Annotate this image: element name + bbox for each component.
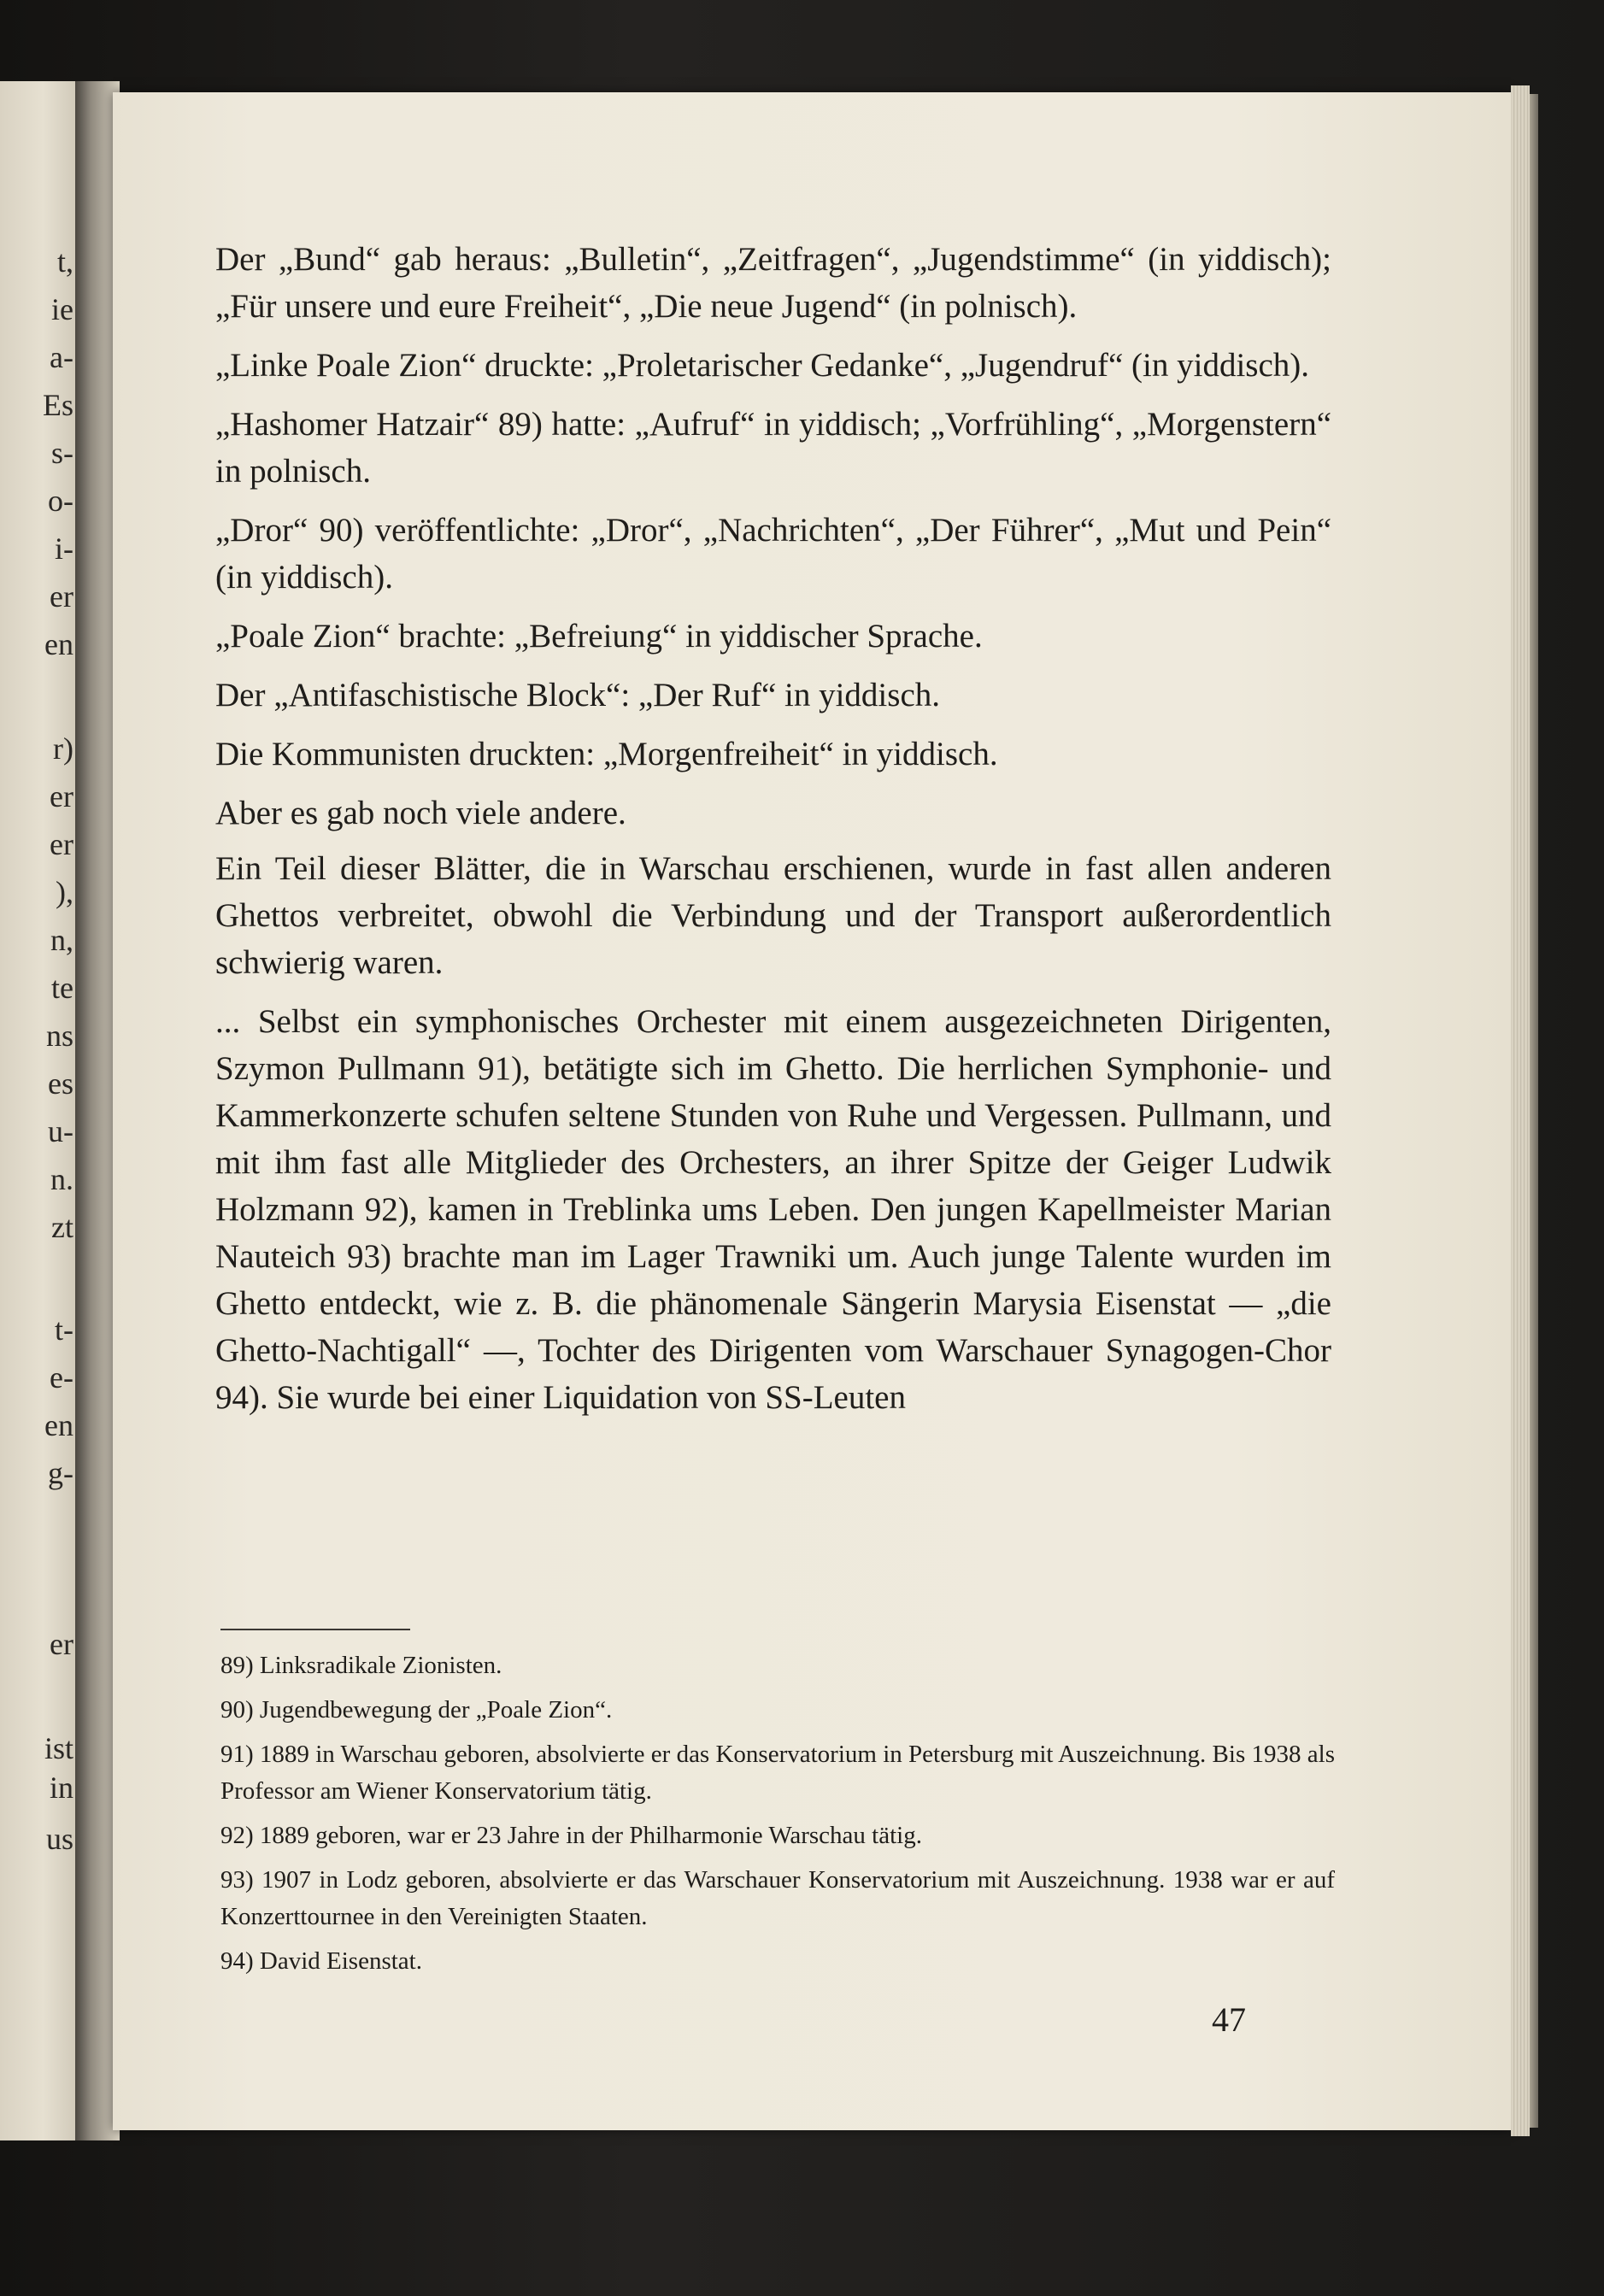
left-page-fragment: er — [50, 579, 73, 614]
page-number: 47 — [1212, 2000, 1246, 2039]
left-page-fragment: e- — [50, 1360, 73, 1395]
previous-page-strip — [0, 81, 79, 2140]
left-page-fragment: a- — [50, 340, 73, 374]
left-page-fragment: u- — [48, 1114, 73, 1148]
footnotes — [220, 1647, 1335, 1988]
footnote: 92) 1889 geboren, war er 23 Jahre in der Philharmonie Warschau tätig. — [220, 1822, 922, 1849]
page-edge-shadow — [1530, 94, 1538, 2128]
left-page-fragment: te — [51, 971, 73, 1005]
left-page-fragment: ist — [44, 1731, 73, 1765]
left-page-fragment: ns — [45, 1019, 73, 1053]
main-text — [215, 236, 1331, 1433]
left-page-fragment: n. — [50, 1162, 73, 1196]
left-page-fragment: o- — [48, 484, 73, 518]
footnote: 89) Linksradikale Zionisten. — [220, 1652, 502, 1679]
left-page-fragment: es — [48, 1066, 73, 1101]
footnote: 94) David Eisenstat. — [220, 1947, 422, 1975]
paragraph: Ein Teil dieser Blätter, die in Warschau erschienen, wurde in fast allen anderen Ghettos verbreitet, obwohl die Verbindung und der Transport außerordentlich schwierig waren. — [215, 850, 1331, 981]
left-page-fragment: n, — [50, 923, 73, 957]
left-page-fragment: ie — [51, 292, 73, 326]
page-edge — [1511, 85, 1530, 2136]
left-page-fragment: en — [44, 1408, 73, 1442]
footnote: 93) 1907 in Lodz geboren, absolvierte er das Warschauer Konservatorium mit Auszeichnung. 1938 war er auf Konzerttournee in den Vereinigten Staaten. — [220, 1866, 1335, 1930]
left-page-fragment: g- — [48, 1456, 73, 1490]
paragraph: „Dror“ 90) veröffentlichte: „Dror“, „Nachrichten“, „Der Führer“, „Mut und Pein“ (in yiddisch). — [215, 512, 1331, 596]
left-page-fragment: in — [49, 1770, 73, 1805]
footnote: 91) 1889 in Warschau geboren, absolvierte er das Konservatorium in Petersburg mit Auszeichnung. Bis 1938 als Professor am Wiener Konservatorium tätig. — [220, 1741, 1335, 1805]
paragraph: ... Selbst ein symphonisches Orchester mit einem ausgezeichneten Dirigenten, Szymon Pullmann 91), betätigte sich im Ghetto. Die herrlichen Symphonie- und Kammerkonzerte schufen seltene Stunden von Ruhe und Vergessen. Pullmann, und mit ihm fast alle Mitglieder des Orchesters, an ihrer Spitze der Geiger Ludwik Holzmann 92), kamen in Treblinka ums Leben. Den jungen Kapellmeister Marian Nauteich 93) brachte man im Lager Trawniki um. Auch junge Talente wurden im Ghetto entdeckt, wie z. B. die phänomenale Sängerin Marysia Eisenstat — „die Ghetto-Nachtigall“ —, Tochter des Dirigenten vom Warschauer Synagogen-Chor 94). Sie wurde bei einer Liquidation von SS-Leuten — [215, 1003, 1331, 1416]
left-page-fragment: s- — [51, 436, 73, 470]
paragraph: Aber es gab noch viele andere. — [215, 795, 626, 831]
paragraph: „Hashomer Hatzair“ 89) hatte: „Aufruf“ in yiddisch; „Vorfrühling“, „Morgenstern“ in polnisch. — [215, 406, 1331, 490]
left-page-fragment: zt — [51, 1210, 73, 1244]
footnote-divider — [220, 1629, 410, 1630]
left-page-fragment: er — [50, 1627, 73, 1661]
left-page-fragment: er — [50, 779, 73, 813]
paragraph: Die Kommunisten druckten: „Morgenfreiheit“ in yiddisch. — [215, 736, 998, 772]
left-page-fragment: Es — [43, 388, 73, 422]
left-page-fragment: t- — [55, 1312, 73, 1347]
left-page-fragment: ), — [56, 875, 73, 909]
left-page-fragment: en — [44, 627, 73, 661]
paragraph: „Poale Zion“ brachte: „Befreiung“ in yiddischer Sprache. — [215, 618, 983, 655]
paragraph: „Linke Poale Zion“ druckte: „Proletarischer Gedanke“, „Jugendruf“ (in yiddisch). — [215, 347, 1310, 384]
left-page-fragment: us — [45, 1822, 73, 1856]
left-page-fragment: r) — [53, 731, 73, 766]
paragraph: Der „Antifaschistische Block“: „Der Ruf“ in yiddisch. — [215, 677, 941, 713]
paragraph: Der „Bund“ gab heraus: „Bulletin“, „Zeitfragen“, „Jugendstimme“ (in yiddisch); „Für unsere und eure Freiheit“, „Die neue Jugend“ (in polnisch). — [215, 241, 1331, 325]
footnote: 90) Jugendbewegung der „Poale Zion“. — [220, 1696, 613, 1723]
left-page-fragment: i- — [55, 531, 73, 566]
left-page-fragment: t, — [56, 244, 73, 279]
left-page-fragment: er — [50, 827, 73, 861]
